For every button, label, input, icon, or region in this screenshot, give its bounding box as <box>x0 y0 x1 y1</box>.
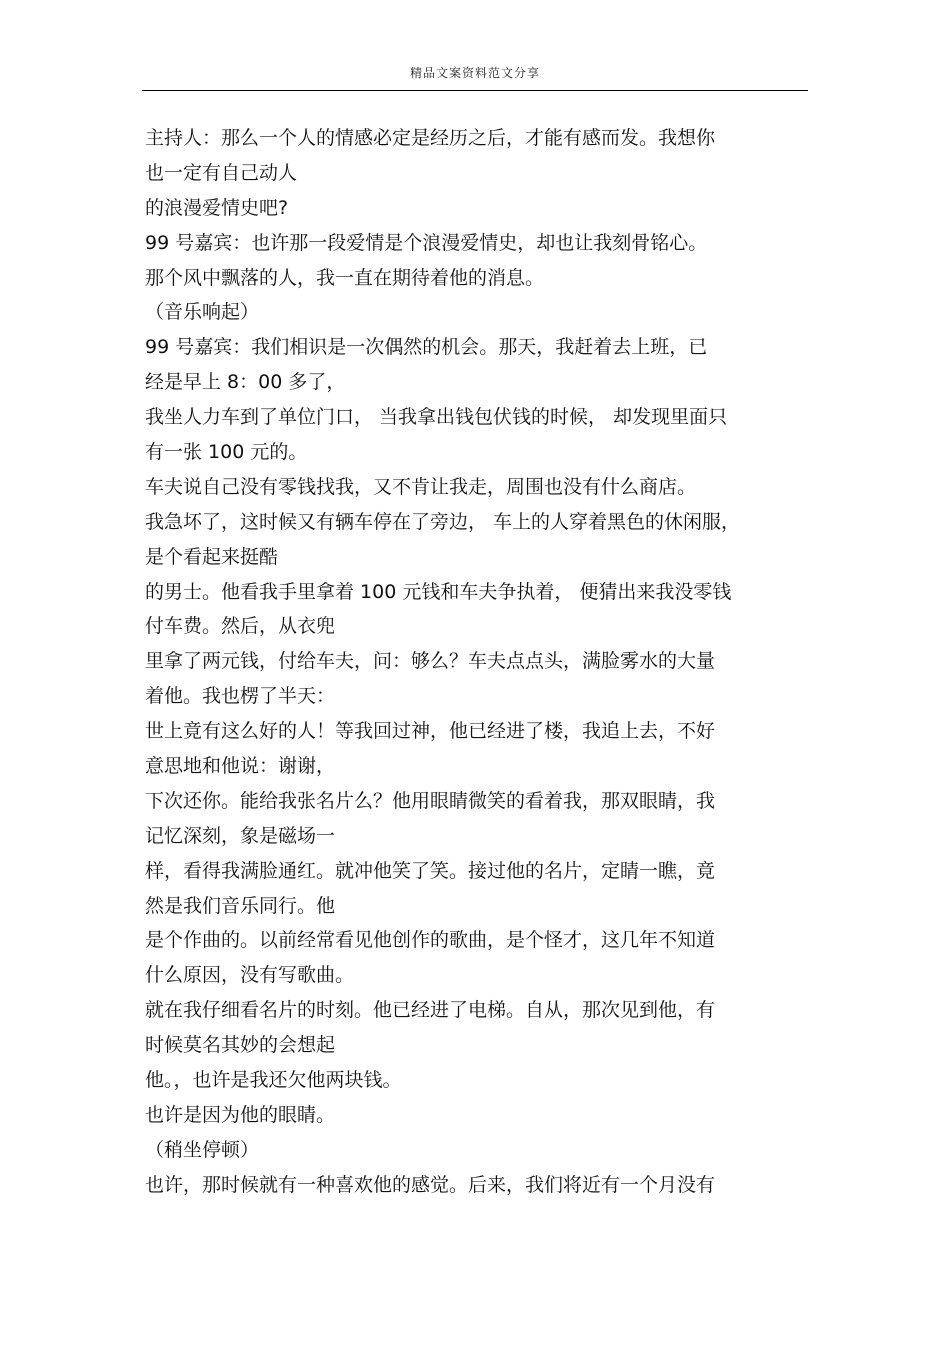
text-line: 意思地和他说：谢谢， <box>145 755 336 778</box>
text-line: 主持人：那么一个人的情感必定是经历之后，才能有感而发。我想你 <box>145 127 716 149</box>
text-line: 世上竟有这么好的人！等我回过神，他已经进了楼，我追上去，不好 <box>145 720 716 743</box>
text-line: 下次还你。能给我张名片么？他用眼睛微笑的看着我，那双眼睛，我 <box>145 789 716 812</box>
text-line: 我急坏了，这时候又有辆车停在了旁边， 车上的人穿着黑色的休闲服， <box>145 510 741 533</box>
text-line: （稍坐停顿） <box>145 1138 260 1161</box>
text-line: 时候莫名其妙的会想起 <box>145 1034 336 1057</box>
text-line: 然是我们音乐同行。他 <box>145 894 336 917</box>
text-line: 记忆深刻，象是磁场一 <box>145 824 336 847</box>
text-line: 也一定有自己动人 <box>145 161 298 184</box>
text-line: 就在我仔细看名片的时刻。他已经进了电梯。自从，那次见到他，有 <box>145 999 716 1022</box>
text-line: 99 号嘉宾：我们相识是一次偶然的机会。那天，我赶着去上班，已 <box>145 336 708 359</box>
page-header: 精品文案资料范文分享 <box>409 66 540 80</box>
document-body <box>145 121 815 1203</box>
text-line: 也许是因为他的眼睛。 <box>145 1103 336 1126</box>
text-line: 经是早上 8：00 多了， <box>145 371 346 394</box>
text-line: 那个风中飘落的人，我一直在期待着他的消息。 <box>145 266 545 289</box>
text-line: 是个看起来挺酷 <box>145 545 279 568</box>
text-line: 有一张 100 元的。 <box>145 441 308 464</box>
text-line: 是个作曲的。以前经常看见他创作的歌曲，是个怪才，这几年不知道 <box>145 929 716 952</box>
text-line: （音乐响起） <box>145 301 260 324</box>
text-line: 99 号嘉宾：也许那一段爱情是个浪漫爱情史，却也让我刻骨铭心。 <box>145 231 708 254</box>
text-line: 着他。我也楞了半天： <box>145 685 336 708</box>
text-line: 他。，也许是我还欠他两块钱。 <box>145 1069 402 1092</box>
text-line: 我坐人力车到了单位门口， 当我拿出钱包伏钱的时候， 却发现里面只 <box>145 406 728 429</box>
text-line: 车夫说自己没有零钱找我，又不肯让我走，周围也没有什么商店。 <box>145 475 697 498</box>
text-line: 的浪漫爱情史吧? <box>145 196 289 219</box>
text-line: 付车费。然后，从衣兜 <box>145 615 336 638</box>
text-line: 也许，那时候就有一种喜欢他的感觉。后来，我们将近有一个月没有 <box>145 1173 716 1196</box>
text-line: 里拿了两元钱，付给车夫，问：够么？车夫点点头，满脸雾水的大量 <box>145 650 716 673</box>
text-line: 什么原因，没有写歌曲。 <box>145 964 355 987</box>
text-line: 样，看得我满脸通红。就冲他笑了笑。接过他的名片，定睛一瞧，竟 <box>145 859 716 882</box>
text-line: 的男士。他看我手里拿着 100 元钱和车夫争执着， 便猜出来我没零钱 <box>145 580 732 603</box>
header-divider <box>142 90 808 91</box>
